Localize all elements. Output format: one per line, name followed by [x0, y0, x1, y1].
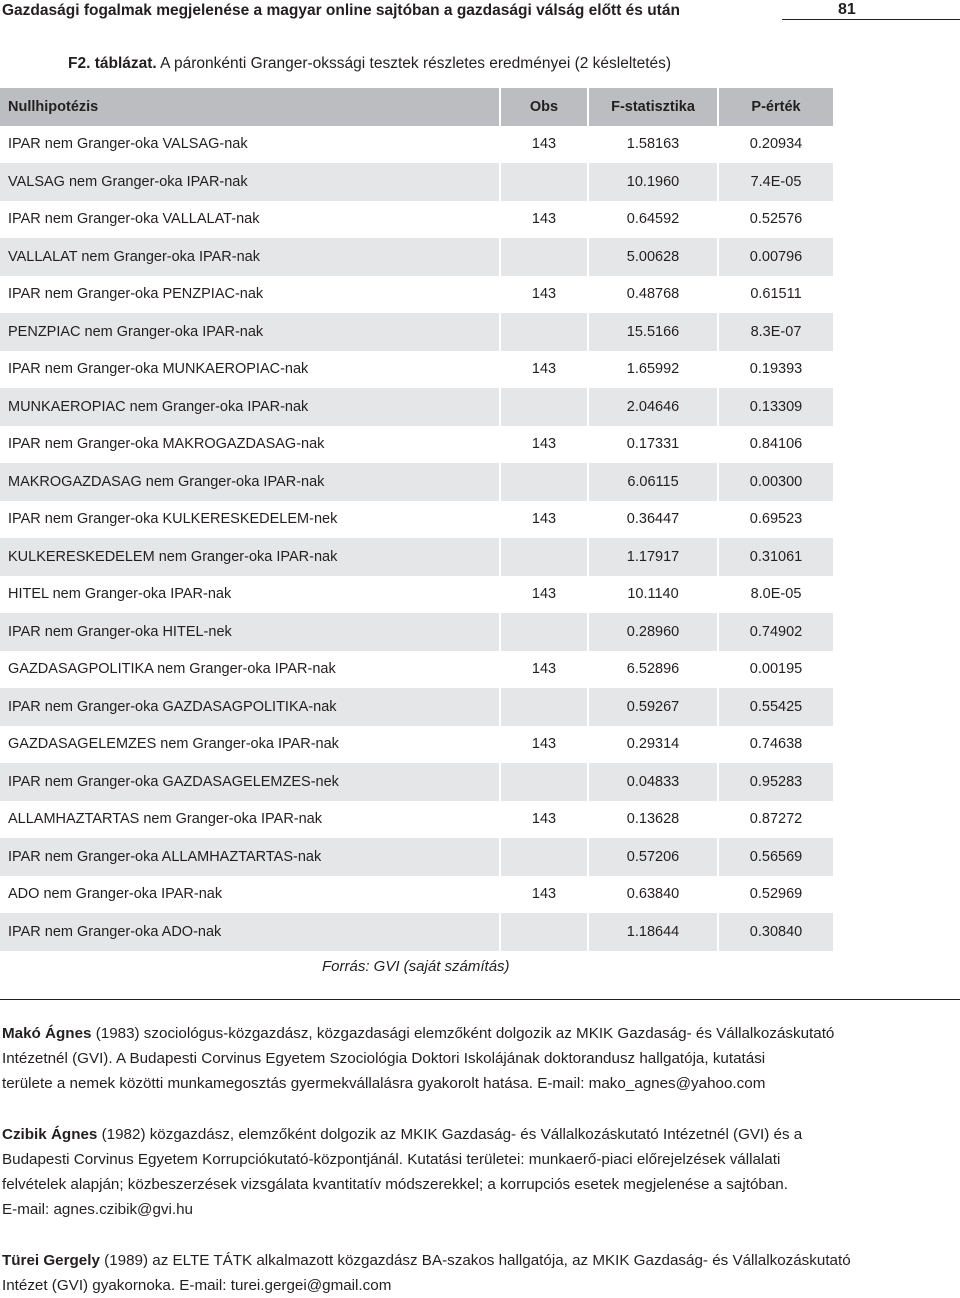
author-bio: [2, 1248, 862, 1298]
f-stat-cell: 1.18644: [588, 913, 718, 951]
table-row: [0, 238, 833, 276]
f-stat-cell: 0.36447: [588, 501, 718, 539]
f-stat-cell: 1.65992: [588, 351, 718, 389]
obs-cell: 143: [500, 576, 588, 614]
obs-cell: [500, 163, 588, 201]
p-value-cell: 8.3E-07: [718, 313, 833, 351]
table-row: [0, 801, 833, 839]
obs-cell: [500, 388, 588, 426]
obs-cell: [500, 763, 588, 801]
table-row: [0, 426, 833, 464]
table-row: [0, 576, 833, 614]
f-stat-cell: 0.29314: [588, 726, 718, 764]
hypothesis-cell: KULKERESKEDELEM nem Granger-oka IPAR-nak: [0, 538, 500, 576]
hypothesis-cell: MUNKAEROPIAC nem Granger-oka IPAR-nak: [0, 388, 500, 426]
p-value-cell: 0.74638: [718, 726, 833, 764]
hypothesis-cell: IPAR nem Granger-oka HITEL-nek: [0, 613, 500, 651]
f-stat-cell: 0.63840: [588, 876, 718, 914]
bio-text: (1982) közgazdász, elemzőként dolgozik az MKIK Gazdaság- és Vállalkozáskutató Intézetnél (GVI) és a: [97, 1126, 803, 1143]
hypothesis-cell: IPAR nem Granger-oka PENZPIAC-nak: [8, 286, 264, 303]
column-header-p-value: P-érték: [718, 88, 833, 126]
table-row: [0, 726, 833, 764]
obs-cell: [500, 613, 588, 651]
p-value-cell: 0.84106: [718, 426, 833, 464]
p-value-cell: 0.20934: [718, 126, 833, 164]
author-bio: [2, 1021, 862, 1096]
obs-cell: [500, 688, 588, 726]
hypothesis-cell: IPAR nem Granger-oka VALLALAT-nak: [8, 211, 260, 228]
table-row: [0, 126, 833, 164]
bio-line: [2, 1248, 862, 1273]
obs-cell: 143: [500, 726, 588, 764]
obs-cell: [500, 463, 588, 501]
author-name: Czibik Ágnes: [2, 1126, 98, 1143]
table-caption-text: A páronkénti Granger-okssági tesztek részletes eredményei (2 késleltetés): [160, 55, 672, 72]
hypothesis-cell: ALLAMHAZTARTAS nem Granger-oka IPAR-nak: [8, 811, 323, 828]
table-row: [0, 163, 833, 201]
bio-line: területe a nemek közötti munkamegosztás gyermekvállalásra gyakorolt hatása. E-mail: mako_agnes@yahoo.com: [2, 1075, 766, 1092]
hypothesis-cell: IPAR nem Granger-oka MUNKAEROPIAC-nak: [8, 361, 309, 378]
f-stat-cell: 5.00628: [588, 238, 718, 276]
p-value-cell: 0.30840: [718, 913, 833, 951]
obs-cell: 143: [500, 426, 588, 464]
column-header-hypothesis: Nullhipotézis: [0, 88, 500, 126]
p-value-cell: 0.55425: [718, 688, 833, 726]
table-row: [0, 763, 833, 801]
table-source: Forrás: GVI (saját számítás): [322, 958, 510, 975]
f-stat-cell: 0.13628: [588, 801, 718, 839]
obs-cell: 143: [500, 651, 588, 689]
p-value-cell: 0.19393: [718, 351, 833, 389]
running-title: Gazdasági fogalmak megjelenése a magyar online sajtóban a gazdasági válság előtt és után: [2, 2, 680, 19]
f-stat-cell: 0.04833: [588, 763, 718, 801]
p-value-cell: 0.69523: [718, 501, 833, 539]
f-stat-cell: 0.59267: [588, 688, 718, 726]
table-row: [0, 501, 833, 539]
column-header-obs: Obs: [500, 88, 588, 126]
obs-cell: 143: [500, 801, 588, 839]
hypothesis-cell: VALSAG nem Granger-oka IPAR-nak: [0, 163, 500, 201]
f-stat-cell: 0.48768: [588, 276, 718, 314]
bio-text: (1989) az ELTE TÁTK alkalmazott közgazdász BA-szakos hallgatója, az MKIK Gazdaság- és Vállalkozáskutató: [99, 1252, 851, 1269]
hypothesis-cell: HITEL nem Granger-oka IPAR-nak: [8, 586, 232, 603]
table-header-row: [0, 88, 833, 126]
f-stat-cell: 10.1960: [588, 163, 718, 201]
table-caption: [68, 55, 671, 73]
obs-cell: 143: [500, 501, 588, 539]
p-value-cell: 0.00195: [718, 651, 833, 689]
hypothesis-cell: IPAR nem Granger-oka GAZDASAGELEMZES-nek: [0, 763, 500, 801]
obs-cell: [500, 838, 588, 876]
hypothesis-cell: IPAR nem Granger-oka ADO-nak: [0, 913, 500, 951]
obs-cell: 143: [500, 276, 588, 314]
bio-line: [2, 1122, 862, 1147]
f-stat-cell: 0.57206: [588, 838, 718, 876]
obs-cell: [500, 238, 588, 276]
hypothesis-cell: PENZPIAC nem Granger-oka IPAR-nak: [0, 313, 500, 351]
p-value-cell: 0.00300: [718, 463, 833, 501]
obs-cell: 143: [500, 351, 588, 389]
bio-line: felvételek alapján; közbeszerzések vizsgálata kvantitatív módszerekkel; a korrupciós esetek megjelenése a sajtóban.: [2, 1176, 788, 1193]
f-stat-cell: 0.64592: [588, 201, 718, 239]
author-bio: [2, 1122, 862, 1222]
hypothesis-cell: GAZDASAGELEMZES nem Granger-oka IPAR-nak: [8, 736, 339, 753]
p-value-cell: 0.31061: [718, 538, 833, 576]
p-value-cell: 0.87272: [718, 801, 833, 839]
f-stat-cell: 15.5166: [588, 313, 718, 351]
f-stat-cell: 0.28960: [588, 613, 718, 651]
obs-cell: [500, 313, 588, 351]
page-number: 81: [838, 1, 856, 18]
obs-cell: 143: [500, 201, 588, 239]
f-stat-cell: 0.17331: [588, 426, 718, 464]
hypothesis-cell: ADO nem Granger-oka IPAR-nak: [8, 886, 223, 903]
obs-cell: 143: [500, 876, 588, 914]
p-value-cell: 0.61511: [718, 276, 833, 314]
hypothesis-cell: IPAR nem Granger-oka GAZDASAGPOLITIKA-nak: [0, 688, 500, 726]
p-value-cell: 0.52576: [718, 201, 833, 239]
granger-results-table: [0, 88, 833, 951]
bio-line: [2, 1021, 862, 1046]
hypothesis-cell: IPAR nem Granger-oka MAKROGAZDASAG-nak: [8, 436, 325, 453]
f-stat-cell: 6.06115: [588, 463, 718, 501]
f-stat-cell: 6.52896: [588, 651, 718, 689]
f-stat-cell: 10.1140: [588, 576, 718, 614]
bio-text: (1983) szociológus-közgazdász, közgazdasági elemzőként dolgozik az MKIK Gazdaság- és Vállalkozáskutató: [91, 1025, 835, 1042]
table-row: [0, 201, 833, 239]
table-row: [0, 838, 833, 876]
table-row: [0, 388, 833, 426]
section-divider: [0, 999, 960, 1000]
obs-cell: [500, 913, 588, 951]
f-stat-cell: 1.58163: [588, 126, 718, 164]
table-row: [0, 313, 833, 351]
hypothesis-cell: VALLALAT nem Granger-oka IPAR-nak: [0, 238, 500, 276]
table-row: [0, 538, 833, 576]
hypothesis-cell: IPAR nem Granger-oka VALSAG-nak: [8, 136, 248, 153]
p-value-cell: 0.56569: [718, 838, 833, 876]
hypothesis-cell: GAZDASAGPOLITIKA nem Granger-oka IPAR-nak: [8, 661, 336, 678]
p-value-cell: 0.00796: [718, 238, 833, 276]
bio-line: Intézetnél (GVI). A Budapesti Corvinus Egyetem Szociológia Doktori Iskolájának doktorandusz hallgatója, kutatási: [2, 1050, 766, 1067]
p-value-cell: 0.95283: [718, 763, 833, 801]
author-name: Makó Ágnes: [2, 1025, 92, 1042]
table-row: [0, 463, 833, 501]
p-value-cell: 8.0E-05: [718, 576, 833, 614]
bio-line: E-mail: agnes.czibik@gvi.hu: [2, 1201, 193, 1218]
f-stat-cell: 1.17917: [588, 538, 718, 576]
hypothesis-cell: MAKROGAZDASAG nem Granger-oka IPAR-nak: [0, 463, 500, 501]
table-row: [0, 651, 833, 689]
table-row: [0, 276, 833, 314]
hypothesis-cell: IPAR nem Granger-oka ALLAMHAZTARTAS-nak: [0, 838, 500, 876]
table-row: [0, 913, 833, 951]
author-name: Türei Gergely: [2, 1252, 100, 1269]
column-header-f-stat: F-statisztika: [588, 88, 718, 126]
table-row: [0, 688, 833, 726]
p-value-cell: 0.52969: [718, 876, 833, 914]
bio-line: Budapesti Corvinus Egyetem Korrupciókutató-központjánál. Kutatási területei: munkaerő-piaci előrejelzések vállalati: [2, 1151, 781, 1168]
obs-cell: 143: [500, 126, 588, 164]
table-row: [0, 613, 833, 651]
table-row: [0, 876, 833, 914]
obs-cell: [500, 538, 588, 576]
bio-line: Intézet (GVI) gyakornoka. E-mail: turei.gergei@gmail.com: [2, 1277, 392, 1294]
f-stat-cell: 2.04646: [588, 388, 718, 426]
page-header: [0, 0, 960, 24]
table-row: [0, 351, 833, 389]
p-value-cell: 0.13309: [718, 388, 833, 426]
p-value-cell: 0.74902: [718, 613, 833, 651]
table-caption-label: F2. táblázat.: [68, 55, 157, 72]
table-body: [0, 126, 833, 951]
hypothesis-cell: IPAR nem Granger-oka KULKERESKEDELEM-nek: [8, 511, 338, 528]
header-rule: [782, 19, 960, 20]
p-value-cell: 7.4E-05: [718, 163, 833, 201]
